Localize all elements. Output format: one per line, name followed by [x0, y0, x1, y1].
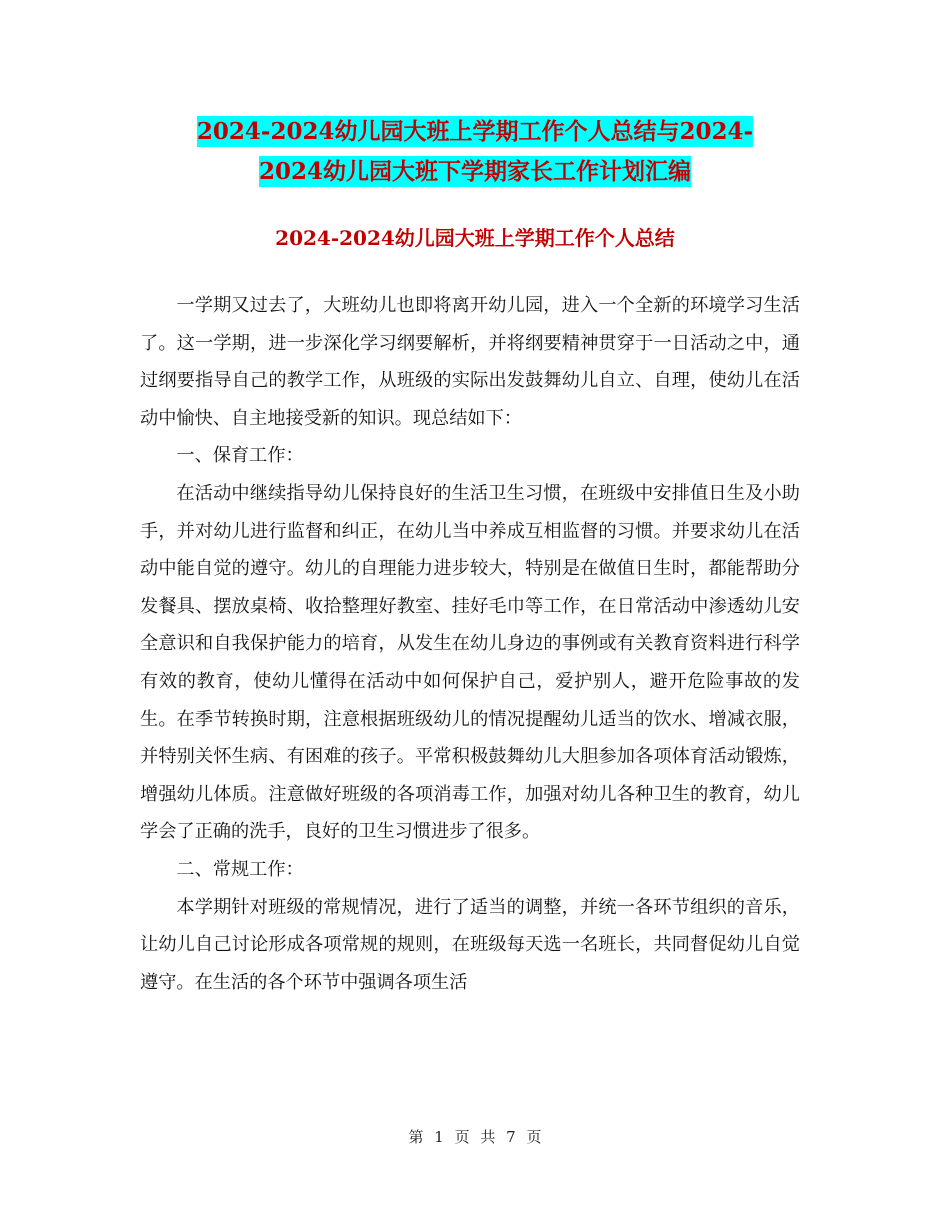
routine-work-paragraph: 本学期针对班级的常规情况，进行了适当的调整，并统一各环节组织的音乐，让幼儿自己讨论形成各项常规的规则，在班级每天选一名班长，共同督促幼儿自觉遵守。在生活的各个环节中强调各项生活 [140, 896, 800, 993]
intro-paragraph: 一学期又过去了，大班幼儿也即将离开幼儿园，进入一个全新的环境学习生活了。这一学期，进一步深化学习纲要解析，并将纲要精神贯穿于一日活动之中，通过纲要指导自己的教学工作，从班级的实际出发鼓舞幼儿自立、自理，使幼儿在活动中愉快、自主地接受新的知识。现总结如下： [140, 295, 800, 429]
main-title [140, 112, 810, 192]
main-title-line-2: 2024幼儿园大班下学期家长工作计划汇编 [258, 158, 691, 185]
heading-routine-work: 二、常规工作： [176, 858, 304, 880]
body-text [140, 287, 800, 1001]
main-title-line-1: 2024-2024幼儿园大班上学期工作个人总结与2024- [196, 118, 754, 145]
page-footer: 第 1 页 共 7 页 [408, 1128, 542, 1146]
care-work-paragraph: 在活动中继续指导幼儿保持良好的生活卫生习惯，在班级中安排值日生及小助手，并对幼儿进行监督和纠正，在幼儿当中养成互相监督的习惯。并要求幼儿在活动中能自觉的遵守。幼儿的自理能力进步较大，特别是在做值日生时，都能帮助分发餐具、摆放桌椅、收拾整理好教室、挂好毛巾等工作，在日常活动中渗透幼儿安全意识和自我保护能力的培育，从发生在幼儿身边的事例或有关教育资料进行科学有效的教育，使幼儿懂得在活动中如何保护自己，爱护别人，避开危险事故的发生。在季节转换时期，注意根据班级幼儿的情况提醒幼儿适当的饮水、增减衣服，并特别关怀生病、有困难的孩子。平常积极鼓舞幼儿大胆参加各项体育活动锻炼，增强幼儿体质。注意做好班级的各项消毒工作，加强对幼儿各种卫生的教育，幼儿学会了正确的洗手，良好的卫生习惯进步了很多。 [140, 482, 800, 843]
heading-care-work: 一、保育工作： [176, 445, 304, 467]
section-title: 2024-2024幼儿园大班上学期工作个人总结 [275, 226, 675, 250]
